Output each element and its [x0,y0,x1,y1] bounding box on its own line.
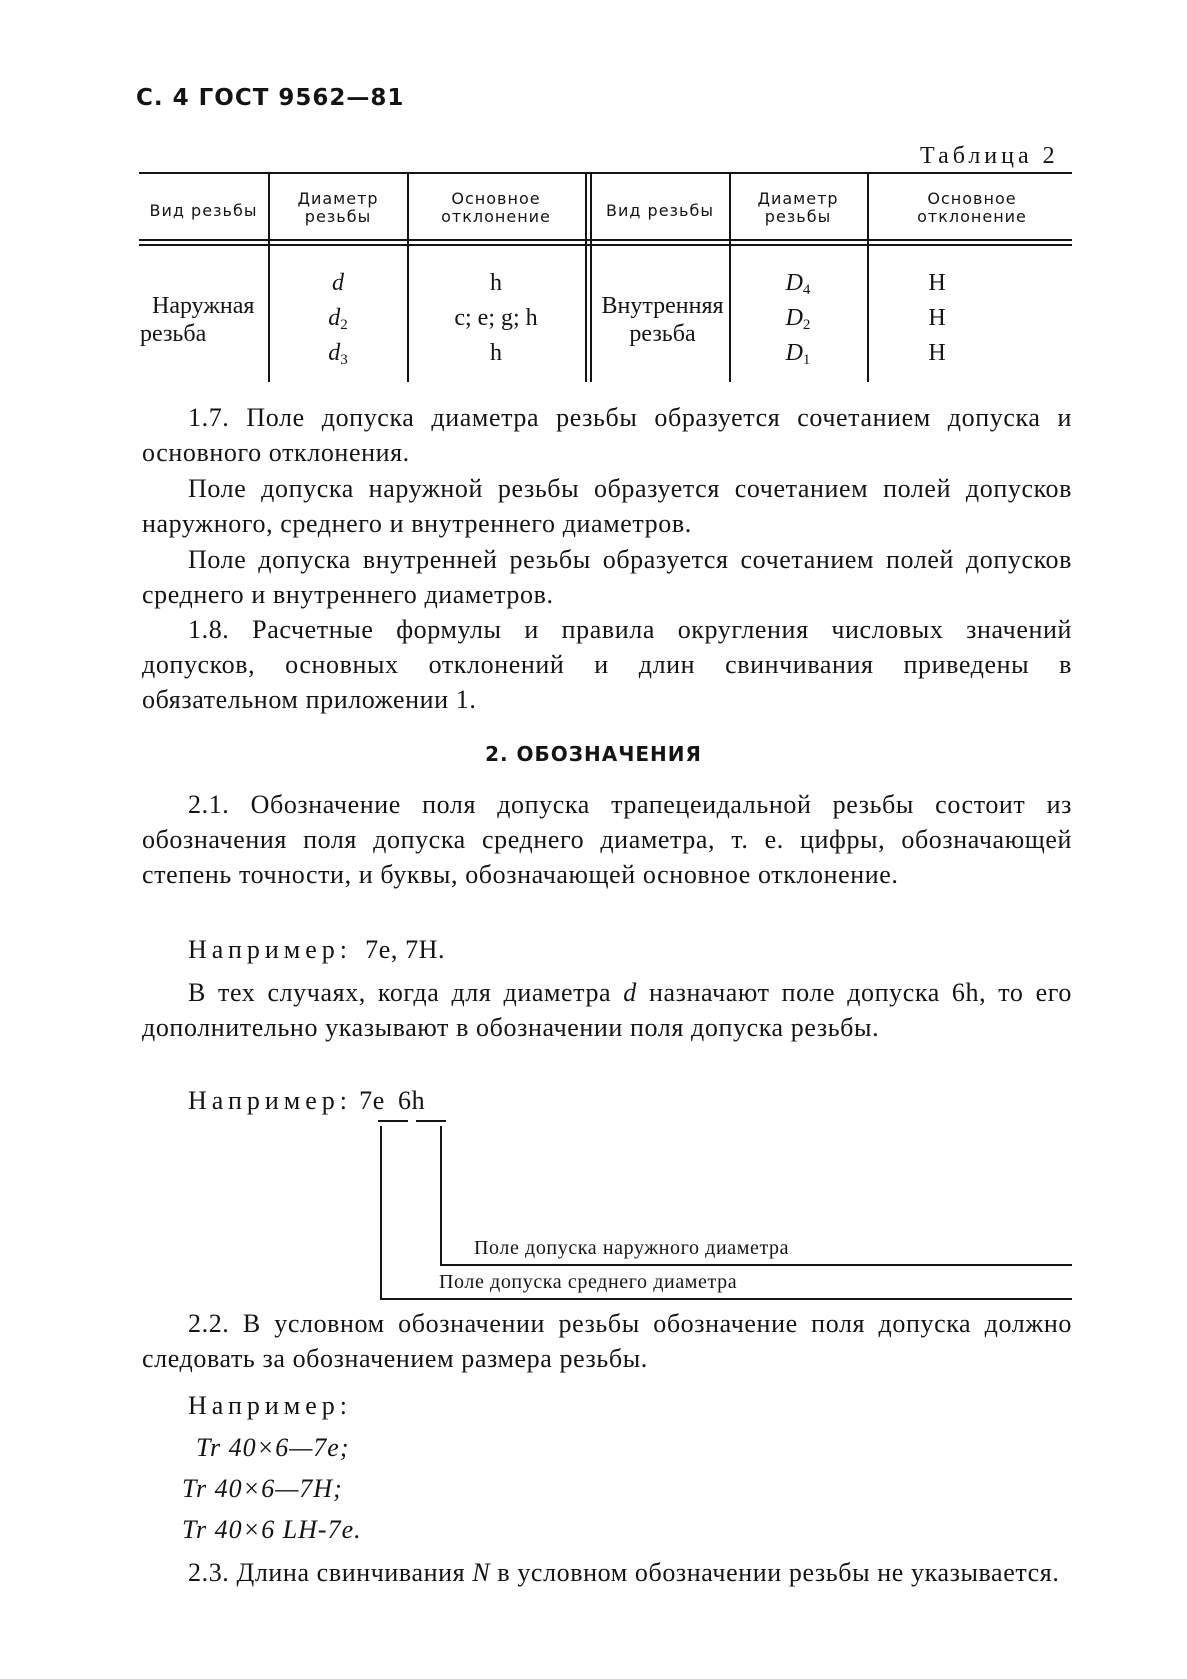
paragraph-1-8: 1.8. Расчетные формулы и правила округления числовых значений допусков, основных отклонений и длин свинчивания приведены в обязательном приложении 1. [142,615,1072,714]
cell-deviation: c; e; g; h [454,305,538,331]
example-1: Например: 7e, 7H. [188,935,446,964]
paragraph-case-6h: В тех случаях, когда для диаметра d назначают поле допуска 6h, то его дополнительно указывают в обозначении поля допуска резьбы. [142,978,1072,1042]
designation-example: Tr 40×6 LH-7e. [182,1515,362,1544]
cell-deviation: H [928,270,946,296]
paragraph-1-7-internal: Поле допуска внутренней резьбы образуется сочетанием полей допусков среднего и внутреннего диаметров. [142,545,1072,609]
col-divider [407,174,409,382]
table-top-rule [139,172,1072,174]
label-middle-diameter: Поле допуска среднего диаметра [439,1271,738,1293]
table-header-rule-2 [139,244,1072,246]
th-deviation: Основное отклонение [441,189,551,226]
example-3-label: Например: [188,1391,353,1420]
leader-middle-vertical [380,1126,382,1298]
cell-internal-type: Внутренняя резьба [601,293,724,347]
th-deviation-2: Основное отклонение [917,189,1027,226]
cell-diameter-d2: $d_2$ [328,305,348,333]
col-divider [268,174,270,382]
label-outer-diameter: Поле допуска наружного диаметра [474,1237,790,1259]
paragraph-1-7: 1.7. Поле допуска диаметра резьбы образуется сочетанием допуска и основного отклонения. [142,403,1072,467]
col-divider-double [585,174,587,382]
example-2: Например: 7e 6h [188,1086,426,1115]
cell-diameter-D2: $D_2$ [785,305,811,333]
col-divider-double [590,174,592,382]
paragraph-1-7-external: Поле допуска наружной резьбы образуется сочетанием полей допусков наружного, среднего и внутреннего диаметров. [142,474,1072,538]
th-diameter: Диаметр резьбы [297,189,379,226]
cell-deviation: H [928,340,946,366]
cell-diameter-d: d [332,270,344,296]
th-diameter-2: Диаметр резьбы [757,189,839,226]
section-title: 2. ОБОЗНАЧЕНИЯ [485,742,702,766]
cell-diameter-d3: $d_3$ [328,340,348,368]
th-thread-type-2: Вид резьбы [606,201,714,220]
leader-outer-horizontal [440,1264,1072,1266]
cell-external-type: Наружная резьба [140,293,255,347]
leader-middle-horizontal [380,1298,1072,1300]
designation-example: Tr 40×6—7e; [196,1433,350,1462]
cell-diameter-D1: $D_1$ [785,340,811,368]
paragraph-2-3: 2.3. Длина свинчивания N в условном обозначении резьбы не указывается. [188,1558,1060,1587]
underline-7e [378,1120,408,1122]
page-header: С. 4 ГОСТ 9562—81 [136,85,405,111]
underline-6h [416,1120,446,1122]
cell-deviation: h [490,340,502,366]
col-divider [867,174,869,382]
table-caption: Таблица 2 [920,143,1059,169]
cell-deviation: H [928,305,946,331]
cell-diameter-D4: $D_4$ [785,270,811,298]
designation-example: Tr 40×6—7H; [182,1474,343,1503]
col-divider [729,174,731,382]
table-header-rule-1 [139,239,1072,241]
paragraph-2-1: 2.1. Обозначение поля допуска трапецеидальной резьбы состоит из обозначения поля допуска среднего диаметра, т. е. цифры, обозначающей степень точности, и буквы, обозначающей основное отклонение. [142,790,1072,889]
leader-outer-vertical [440,1126,442,1264]
paragraph-2-2: 2.2. В условном обозначении резьбы обозначение поля допуска должно следовать за обозначением размера резьбы. [142,1309,1072,1373]
cell-deviation: h [490,270,502,296]
th-thread-type: Вид резьбы [149,201,258,220]
